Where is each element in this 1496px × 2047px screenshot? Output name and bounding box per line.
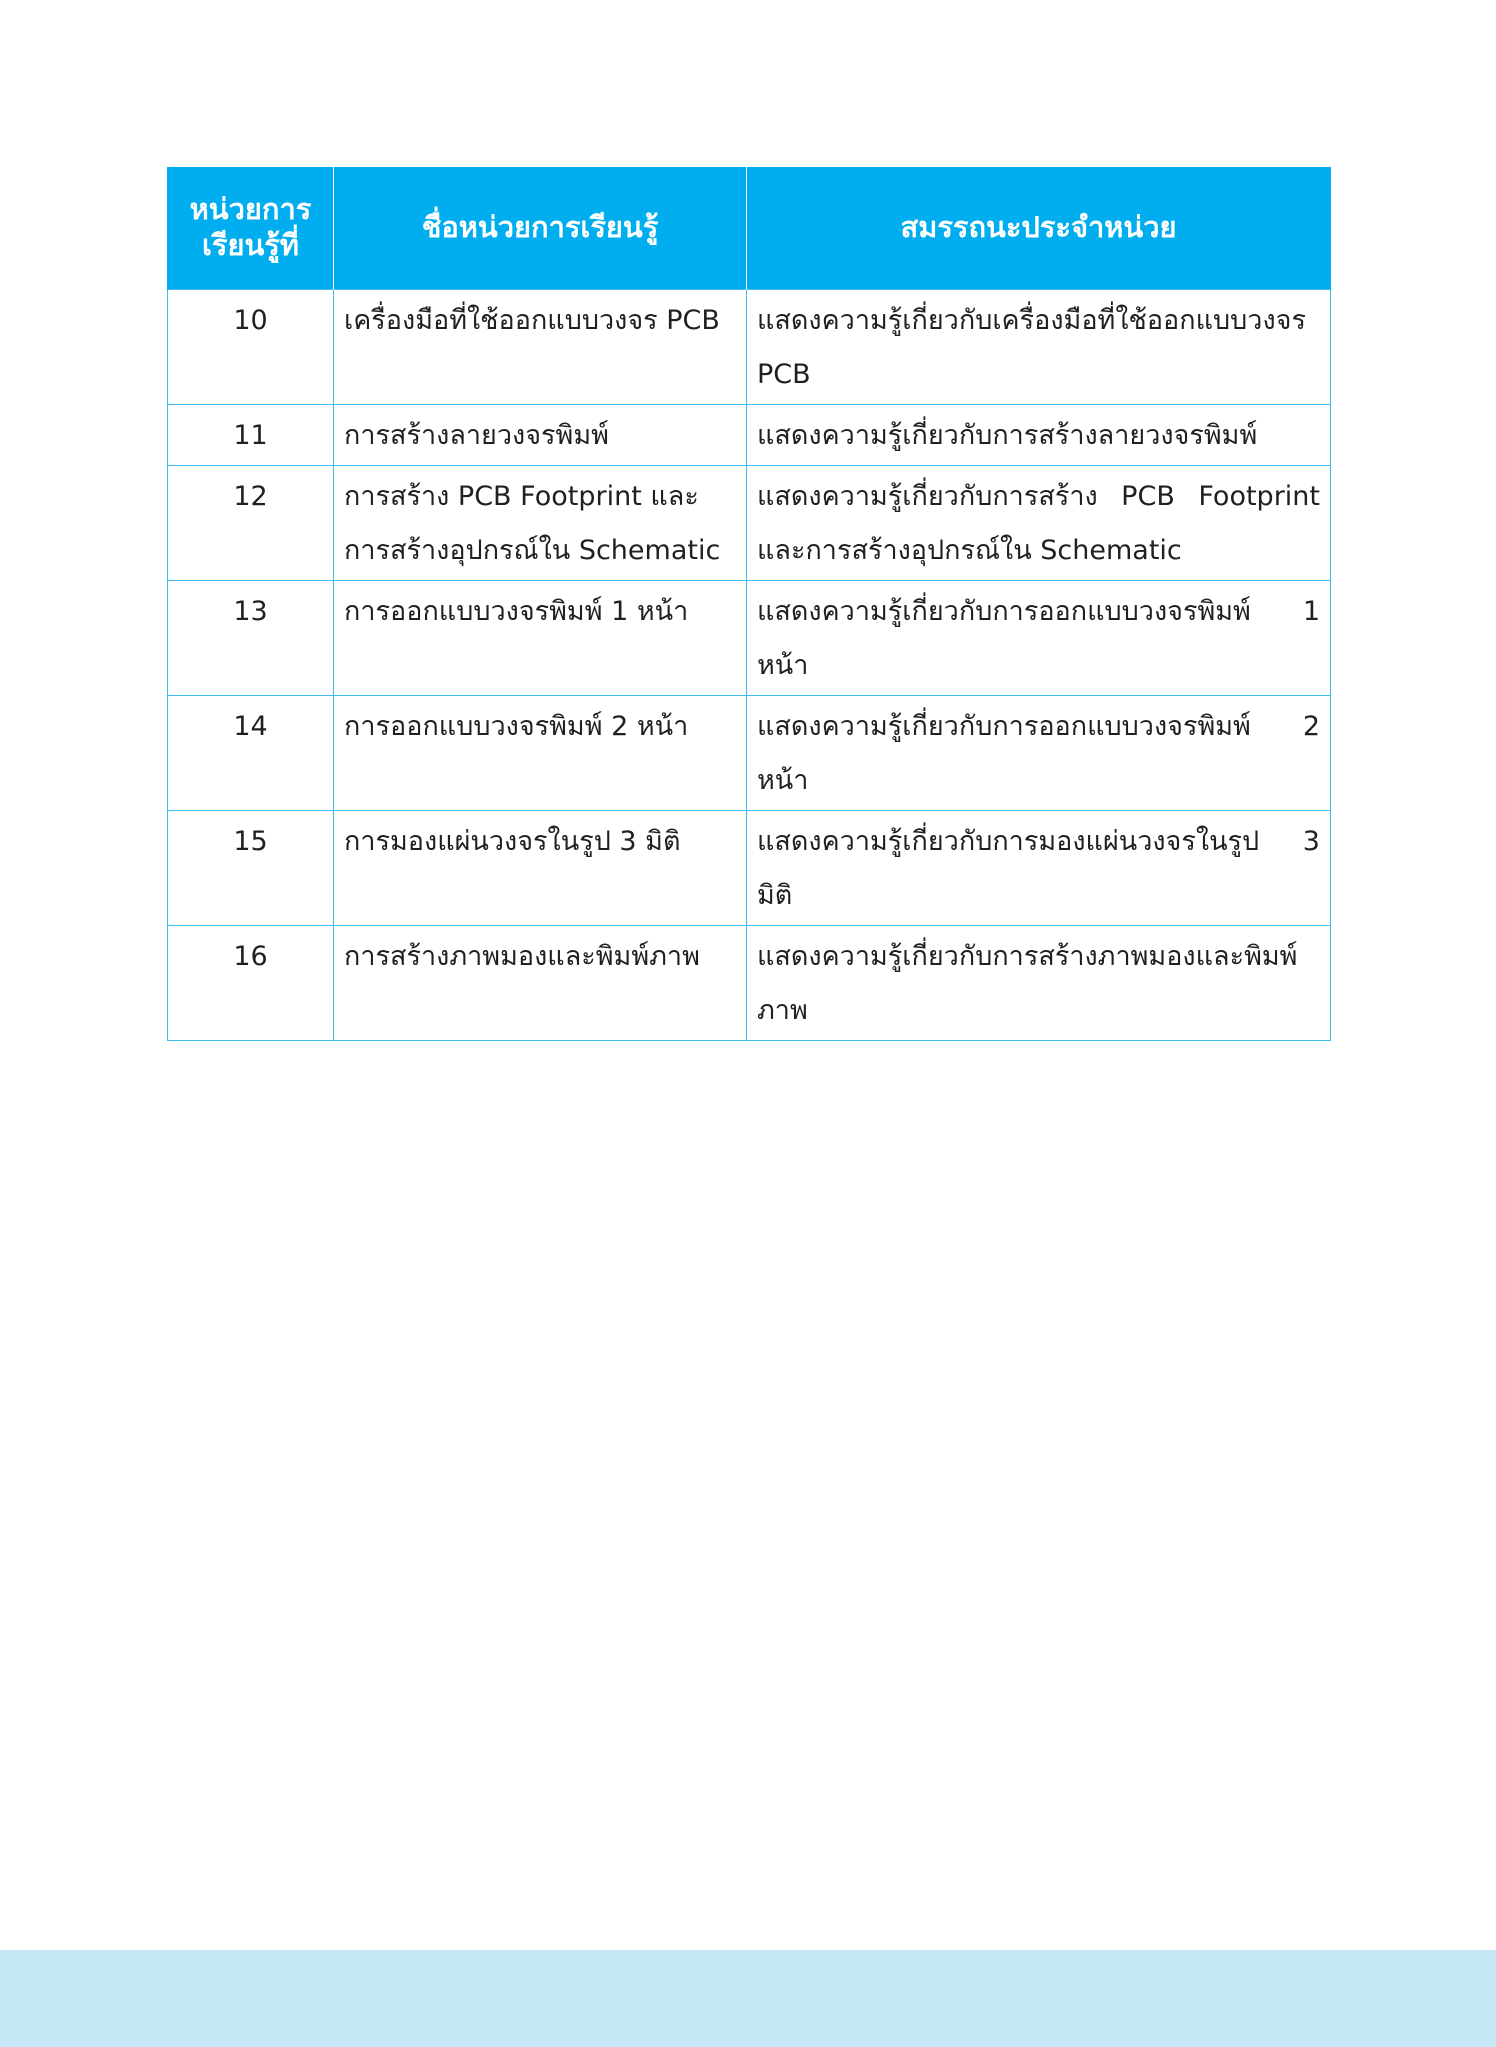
unit-number-cell: 12 [168, 465, 334, 580]
table-row [168, 580, 1331, 695]
competency-cell: แสดงความรู้เกี่ยวกับการออกแบบวงจรพิมพ์ 2 หน้า [747, 695, 1331, 810]
footer-band [0, 1950, 1496, 2047]
header-unit-number: หน่วยการเรียนรู้ที่ [168, 167, 334, 289]
unit-number-cell: 14 [168, 695, 334, 810]
unit-name-cell: การออกแบบวงจรพิมพ์ 1 หน้า [334, 580, 747, 695]
unit-name-cell: การออกแบบวงจรพิมพ์ 2 หน้า [334, 695, 747, 810]
table-row [168, 695, 1331, 810]
unit-name-cell: เครื่องมือที่ใช้ออกแบบวงจร PCB [334, 289, 747, 404]
competency-cell: แสดงความรู้เกี่ยวกับการสร้างลายวงจรพิมพ์ [747, 404, 1331, 465]
competency-cell: แสดงความรู้เกี่ยวกับการสร้างภาพมองและพิมพ์ภาพ [747, 925, 1331, 1040]
table-row [168, 810, 1331, 925]
unit-name-cell: การสร้างลายวงจรพิมพ์ [334, 404, 747, 465]
competency-cell: แสดงความรู้เกี่ยวกับเครื่องมือที่ใช้ออกแบบวงจร PCB [747, 289, 1331, 404]
competency-cell: แสดงความรู้เกี่ยวกับการมองแผ่นวงจรในรูป 3 มิติ [747, 810, 1331, 925]
unit-number-cell: 16 [168, 925, 334, 1040]
table-row [168, 289, 1331, 404]
table-row [168, 925, 1331, 1040]
header-competency: สมรรถนะประจำหน่วย [747, 167, 1331, 289]
table-row [168, 465, 1331, 580]
competency-cell: แสดงความรู้เกี่ยวกับการสร้าง PCB Footprint และการสร้างอุปกรณ์ใน Schematic [747, 465, 1331, 580]
unit-name-cell: การมองแผ่นวงจรในรูป 3 มิติ [334, 810, 747, 925]
unit-number-cell: 11 [168, 404, 334, 465]
unit-number-cell: 10 [168, 289, 334, 404]
unit-number-cell: 13 [168, 580, 334, 695]
header-row [168, 167, 1331, 289]
table-row [168, 404, 1331, 465]
header-unit-name: ชื่อหน่วยการเรียนรู้ [334, 167, 747, 289]
learning-units-table [167, 167, 1331, 1041]
table-header [168, 167, 1331, 289]
competency-cell: แสดงความรู้เกี่ยวกับการออกแบบวงจรพิมพ์ 1 หน้า [747, 580, 1331, 695]
table-body [168, 289, 1331, 1040]
unit-name-cell: การสร้างภาพมองและพิมพ์ภาพ [334, 925, 747, 1040]
unit-number-cell: 15 [168, 810, 334, 925]
unit-name-cell: การสร้าง PCB Footprint และการสร้างอุปกรณ์ใน Schematic [334, 465, 747, 580]
